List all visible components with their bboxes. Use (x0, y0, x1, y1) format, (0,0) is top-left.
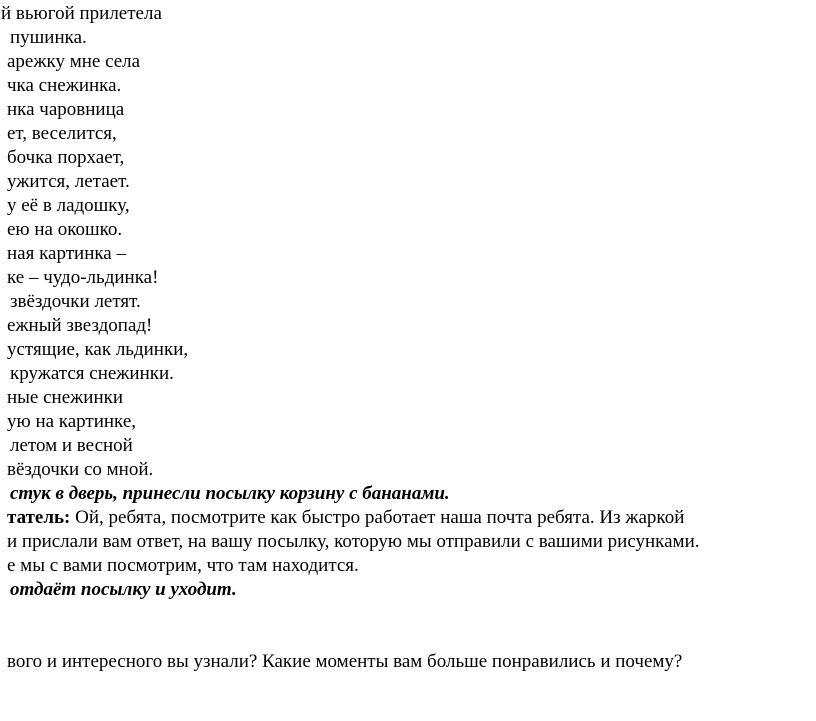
stage-direction-delivery (0, 482, 450, 506)
stage-direction-delivery-text: стук в дверь, принесли посылку корзину с бананами. (10, 483, 450, 504)
poem-line-19: летом и весной (10, 435, 133, 456)
poem-line-16: кружатся снежинки. (10, 363, 174, 384)
speaker-label: татель: (7, 507, 71, 528)
poem-line-5: нка чаровница (7, 99, 125, 120)
stage-direction-leaves-text: отдаёт посылку и уходит. (10, 579, 237, 600)
poem-line-9: у её в ладошку, (7, 195, 130, 216)
poem-line-1: й вьюгой прилетела (1, 3, 162, 24)
reflection-question: вого и интересного вы узнали? Какие моменты вам больше понравились и почему? (7, 651, 683, 672)
poem-line-14: ежный звездопад! (7, 315, 153, 336)
poem-line-13: звёздочки летят. (10, 291, 141, 312)
poem-line-20: вёздочки со мной. (7, 459, 154, 480)
poem-line-8: ужится, летает. (7, 171, 130, 192)
poem-line-3: арежку мне села (7, 51, 141, 72)
poem-line-6: ет, веселится, (7, 123, 117, 144)
teacher-speech-line-1 (7, 506, 684, 530)
poem-line-4: чка снежинка. (7, 75, 122, 96)
poem-line-15: устящие, как льдинки, (7, 339, 189, 360)
poem-line-2: пушинка. (10, 27, 87, 48)
poem-line-17: ные снежинки (7, 387, 124, 408)
poem-line-18: ую на картинке, (7, 411, 137, 432)
speaker-text: Ой, ребята, посмотрите как быстро работает наша почта ребята. Из жаркой (70, 507, 685, 528)
poem-line-7: бочка порхает, (7, 147, 125, 168)
stage-direction-leaves (0, 578, 237, 602)
poem-line-11: ная картинка – (7, 243, 126, 264)
teacher-speech-line-2: и прислали вам ответ, на вашу посылку, которую мы отправили с вашими рисунками. (7, 531, 700, 552)
teacher-speech-line-3: е мы с вами посмотрим, что там находится. (7, 555, 359, 576)
poem-line-12: ке – чудо-льдинка! (7, 267, 159, 288)
poem-line-10: ею на окошко. (7, 219, 123, 240)
